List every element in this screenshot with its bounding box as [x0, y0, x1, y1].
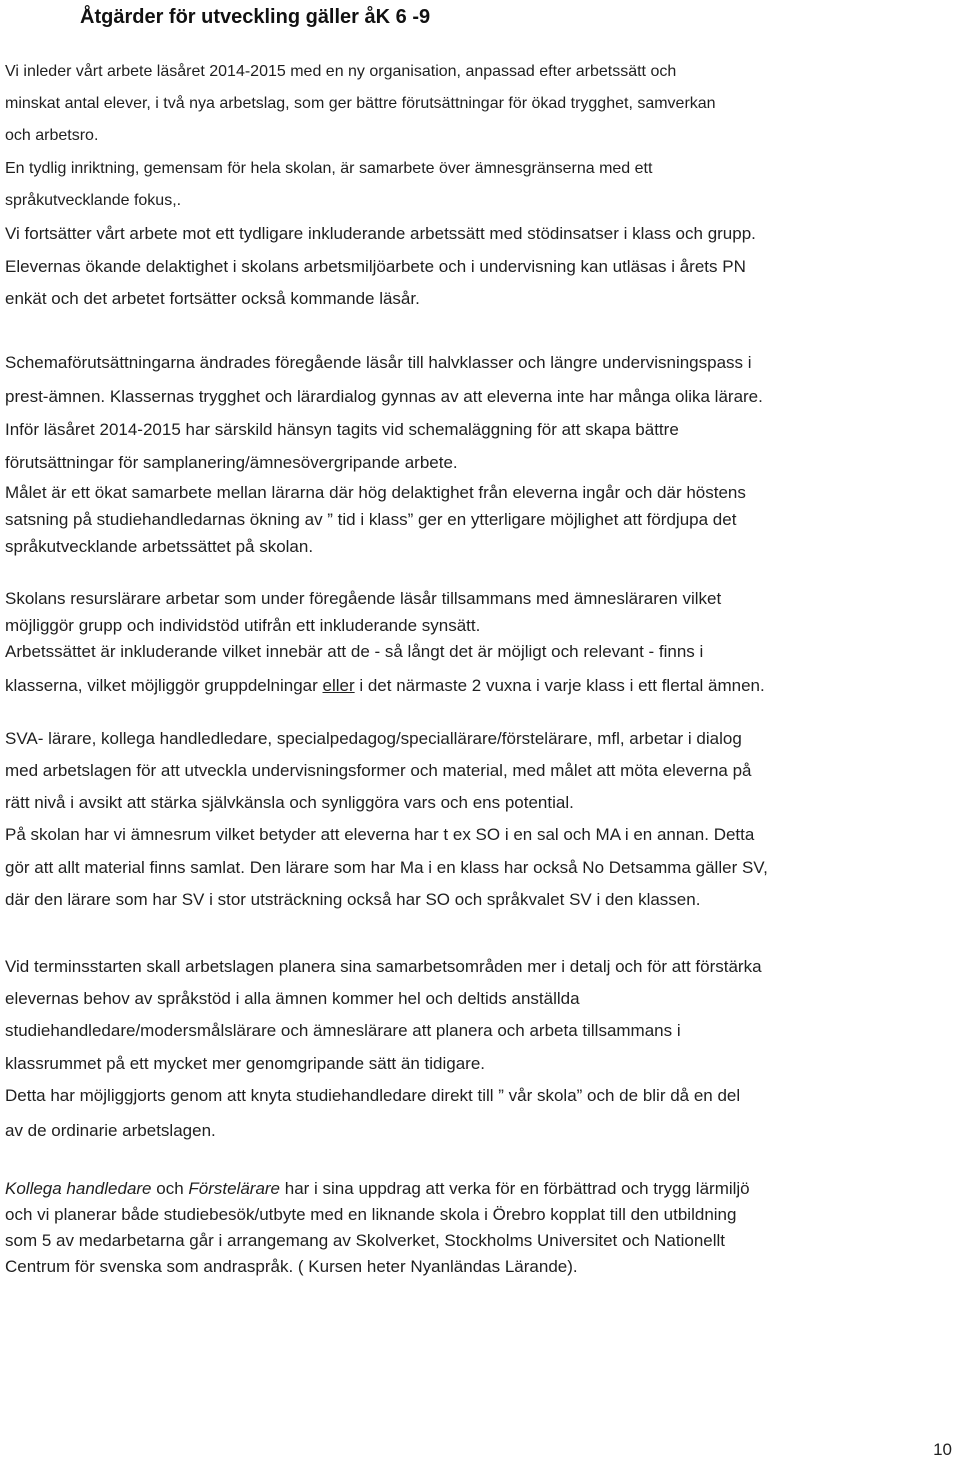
paragraph-line: minskat antal elever, i två nya arbetslag, som ger bättre förutsättningar för ökad trygghet, samverkan: [5, 95, 716, 112]
paragraph-line: SVA- lärare, kollega handledledare, specialpedagog/speciallärare/förstelärare, mfl, arbetar i dialog: [5, 729, 742, 748]
paragraph-line: elevernas behov av språkstöd i alla ämnen kommer hel och deltids anställda: [5, 989, 580, 1008]
paragraph-line: prest-ämnen. Klassernas trygghet och lärardialog gynnas av att eleverna inte har många olika lärare.: [5, 387, 763, 406]
text-run: klasserna, vilket möjliggör gruppdelningar: [5, 676, 323, 695]
paragraph-line: [5, 675, 765, 697]
paragraph-line: och vi planerar både studiebesök/utbyte med en liknande skola i Örebro kopplat till den utbildning: [5, 1205, 737, 1224]
text-run: har i sina uppdrag att verka för en förbättrad och trygg lärmiljö: [280, 1179, 750, 1198]
text-run: i det närmaste 2 vuxna i varje klass i ett flertal ämnen.: [354, 676, 765, 695]
paragraph-line: Vid terminsstarten skall arbetslagen planera sina samarbetsområden mer i detalj och för att förstärka: [5, 957, 762, 976]
paragraph-line: rätt nivå i avsikt att stärka självkänsla och synliggöra vars och ens potential.: [5, 793, 574, 812]
paragraph-line: Vi fortsätter vårt arbete mot ett tydligare inkluderande arbetssätt med stödinsatser i klass och grupp.: [5, 224, 756, 243]
paragraph-line: gör att allt material finns samlat. Den lärare som har Ma i en klass har också No Detsamma gäller SV,: [5, 858, 768, 877]
paragraph-line: möjliggör grupp och individstöd utifrån ett inkluderande synsätt.: [5, 616, 481, 635]
paragraph-line: Målet är ett ökat samarbete mellan lärarna där hög delaktighet från eleverna ingår och där höstens: [5, 483, 746, 502]
paragraph-line: Elevernas ökande delaktighet i skolans arbetsmiljöarbete och i undervisning kan utläsas i årets PN: [5, 257, 746, 276]
paragraph-line: Schemaförutsättningarna ändrades föregående läsår till halvklasser och längre undervisningspass i: [5, 353, 752, 372]
italic-term: Kollega handledare: [5, 1179, 152, 1198]
underlined-word: eller: [322, 676, 355, 695]
paragraph-line: En tydlig inriktning, gemensam för hela skolan, är samarbete över ämnesgränserna med ett: [5, 160, 653, 177]
page-title: Åtgärder för utveckling gäller åK 6 -9: [80, 6, 431, 28]
paragraph-line: studiehandledare/modersmålslärare och ämneslärare att planera och arbeta tillsammans i: [5, 1021, 681, 1040]
paragraph-line: Inför läsåret 2014-2015 har särskild hänsyn tagits vid schemaläggning för att skapa bättre: [5, 420, 679, 439]
paragraph-line: klassrummet på ett mycket mer genomgripande sätt än tidigare.: [5, 1054, 485, 1073]
paragraph-line: och arbetsro.: [5, 127, 99, 144]
italic-term: Förstelärare: [188, 1179, 281, 1198]
paragraph-line: med arbetslagen för att utveckla undervisningsformer och material, med målet att möta eleverna på: [5, 761, 752, 780]
paragraph-line: av de ordinarie arbetslagen.: [5, 1121, 216, 1140]
paragraph-line: Vi inleder vårt arbete läsåret 2014-2015 med en ny organisation, anpassad efter arbetssätt och: [5, 63, 677, 80]
paragraph-line: enkät och det arbetet fortsätter också kommande läsår.: [5, 289, 420, 308]
paragraph-line: Skolans resurslärare arbetar som under föregående läsår tillsammans med ämnesläraren vilket: [5, 589, 722, 608]
paragraph-line: [5, 1178, 750, 1200]
paragraph-line: förutsättningar för samplanering/ämnesövergripande arbete.: [5, 453, 458, 472]
paragraph-line: språkutvecklande arbetssättet på skolan.: [5, 537, 314, 556]
paragraph-line: Detta har möjliggjorts genom att knyta studiehandledare direkt till ” vår skola” och de blir då en del: [5, 1086, 741, 1105]
paragraph-line: Centrum för svenska som andraspråk. ( Kursen heter Nyanländas Lärande).: [5, 1257, 578, 1276]
paragraph-line: språkutvecklande fokus,.: [5, 192, 182, 209]
paragraph-line: där den lärare som har SV i stor utsträckning också har SO och språkvalet SV i den klassen.: [5, 890, 701, 909]
paragraph-line: Arbetssättet är inkluderande vilket innebär att de - så långt det är möjligt och relevant - finns i: [5, 642, 704, 661]
text-run: och: [151, 1179, 189, 1198]
paragraph-line: satsning på studiehandledarnas ökning av ” tid i klass” ger en ytterligare möjlighet att fördjupa det: [5, 510, 737, 529]
paragraph-line: På skolan har vi ämnesrum vilket betyder att eleverna har t ex SO i en sal och MA i en annan. Detta: [5, 825, 755, 844]
paragraph-line: som 5 av medarbetarna går i arrangemang av Skolverket, Stockholms Universitet och Nationellt: [5, 1231, 726, 1250]
page-number: 10: [933, 1440, 952, 1459]
